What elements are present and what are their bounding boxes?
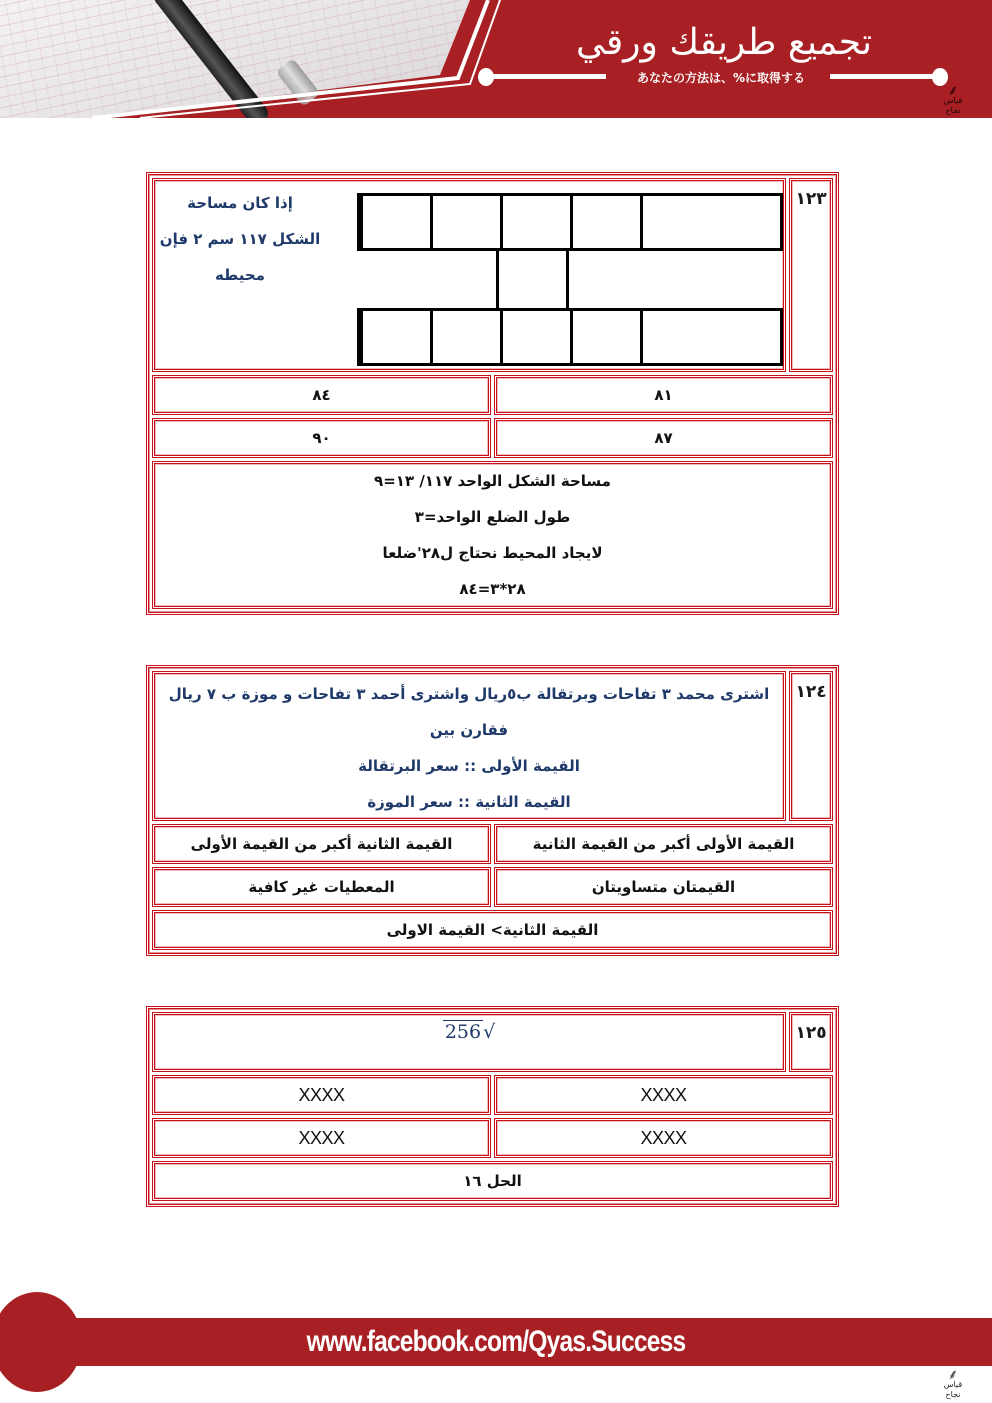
square bbox=[640, 196, 710, 248]
facebook-link[interactable]: www.facebook.com/Qyas.Success bbox=[306, 1325, 686, 1358]
square bbox=[500, 311, 570, 363]
top-square-row bbox=[357, 193, 783, 251]
answer-option[interactable]: XXXX bbox=[494, 1075, 833, 1115]
question-number: ١٢٣ bbox=[789, 178, 833, 372]
question-number: ١٢٤ bbox=[789, 671, 833, 821]
header-title: تجميع طريقك ورقي bbox=[575, 22, 872, 63]
square bbox=[430, 311, 500, 363]
bullet-dot-icon bbox=[932, 68, 948, 86]
answer-option[interactable]: ٩٠ bbox=[152, 418, 491, 458]
question-table-125 bbox=[146, 1006, 839, 1207]
solution-line: ٢٨*٣=٨٤ bbox=[459, 580, 526, 598]
question-line: القيمة الثانية :: سعر الموزة bbox=[367, 793, 571, 811]
solution-cell bbox=[152, 461, 833, 609]
middle-square bbox=[496, 251, 569, 311]
answer-option[interactable]: ٨٤ bbox=[152, 375, 491, 415]
decorative-line bbox=[486, 74, 606, 79]
radicand: 256 bbox=[444, 1021, 482, 1043]
logo-text: قياس نجاح bbox=[943, 96, 963, 115]
header-subtitle-bar bbox=[478, 67, 948, 87]
question-line: محيطه bbox=[215, 266, 265, 284]
table-frame bbox=[148, 174, 837, 613]
answer-row bbox=[152, 824, 833, 864]
sprig-logo-icon: ⸙ bbox=[947, 1367, 959, 1383]
answer-option[interactable]: ٨٧ bbox=[494, 418, 833, 458]
question-content bbox=[152, 178, 786, 372]
square bbox=[360, 311, 430, 363]
question-line: القيمة الأولى :: سعر البرتقالة bbox=[358, 757, 580, 775]
solution-line: الحل ١٦ bbox=[463, 1172, 522, 1190]
answer-option[interactable]: القيمتان متساويتان bbox=[494, 867, 833, 907]
square bbox=[360, 196, 430, 248]
header-logo bbox=[936, 83, 970, 115]
square bbox=[500, 196, 570, 248]
solution-line: لايجاد المحيط نحتاج ل٢٨'ضلعا bbox=[382, 544, 603, 562]
question-text bbox=[155, 181, 325, 293]
question-row bbox=[152, 1012, 833, 1072]
solution-line: القيمة الثانية> القيمة الاولى bbox=[386, 921, 599, 939]
answer-option[interactable]: XXXX bbox=[152, 1075, 491, 1115]
answer-option[interactable]: القيمة الثانية أكبر من القيمة الأولى bbox=[152, 824, 491, 864]
answer-option[interactable]: القيمة الأولى أكبر من القيمة الثانية bbox=[494, 824, 833, 864]
question-line: اشترى محمد ٣ تفاحات وبرتقالة ب٥ريال واشترى أحمد ٣ تفاحات و موزة ب ٧ ريال bbox=[168, 685, 770, 703]
header-subtitle: あなたの方法は、%に取得する bbox=[636, 71, 806, 85]
solution-line: طول الضلع الواحد=٣ bbox=[414, 508, 571, 526]
square-grid-figure bbox=[339, 181, 779, 367]
answer-row bbox=[152, 418, 833, 458]
answer-row bbox=[152, 375, 833, 415]
logo-text: قياس نجاح bbox=[943, 1380, 963, 1399]
question-content bbox=[152, 1012, 786, 1072]
answer-option[interactable]: ٨١ bbox=[494, 375, 833, 415]
square bbox=[640, 311, 710, 363]
square-root-icon: √ bbox=[483, 1021, 496, 1043]
solution-row bbox=[152, 1161, 833, 1201]
square bbox=[570, 196, 640, 248]
question-line: فقارن بين bbox=[429, 721, 509, 739]
solution-cell bbox=[152, 1161, 833, 1201]
math-expression bbox=[443, 1015, 495, 1043]
sprig-logo-icon: ⸙ bbox=[947, 83, 959, 99]
solution-line: مساحة الشكل الواحد ١١٧/ ١٣=٩ bbox=[374, 472, 611, 490]
answer-row bbox=[152, 867, 833, 907]
table-frame bbox=[148, 1008, 837, 1205]
square bbox=[430, 196, 500, 248]
square bbox=[710, 311, 780, 363]
question-line: إذا كان مساحة bbox=[187, 194, 293, 212]
footer-logo bbox=[936, 1367, 970, 1399]
question-table-124 bbox=[146, 665, 839, 956]
solution-cell bbox=[152, 910, 833, 950]
square bbox=[570, 311, 640, 363]
question-row bbox=[152, 671, 833, 821]
header-banner bbox=[0, 0, 992, 118]
answer-row bbox=[152, 1118, 833, 1158]
question-table-123 bbox=[146, 172, 839, 615]
square bbox=[710, 196, 780, 248]
question-number: ١٢٥ bbox=[789, 1012, 833, 1072]
bottom-square-row bbox=[357, 308, 783, 366]
question-line: الشكل ١١٧ سم ٢ فإن bbox=[159, 230, 321, 248]
answer-row bbox=[152, 1075, 833, 1115]
table-frame bbox=[148, 667, 837, 954]
question-row bbox=[152, 178, 833, 372]
solution-row bbox=[152, 910, 833, 950]
answer-option[interactable]: المعطيات غير كافية bbox=[152, 867, 491, 907]
decorative-line bbox=[830, 74, 940, 79]
solution-row bbox=[152, 461, 833, 609]
answer-option[interactable]: XXXX bbox=[152, 1118, 491, 1158]
question-content bbox=[152, 671, 786, 821]
answer-option[interactable]: XXXX bbox=[494, 1118, 833, 1158]
